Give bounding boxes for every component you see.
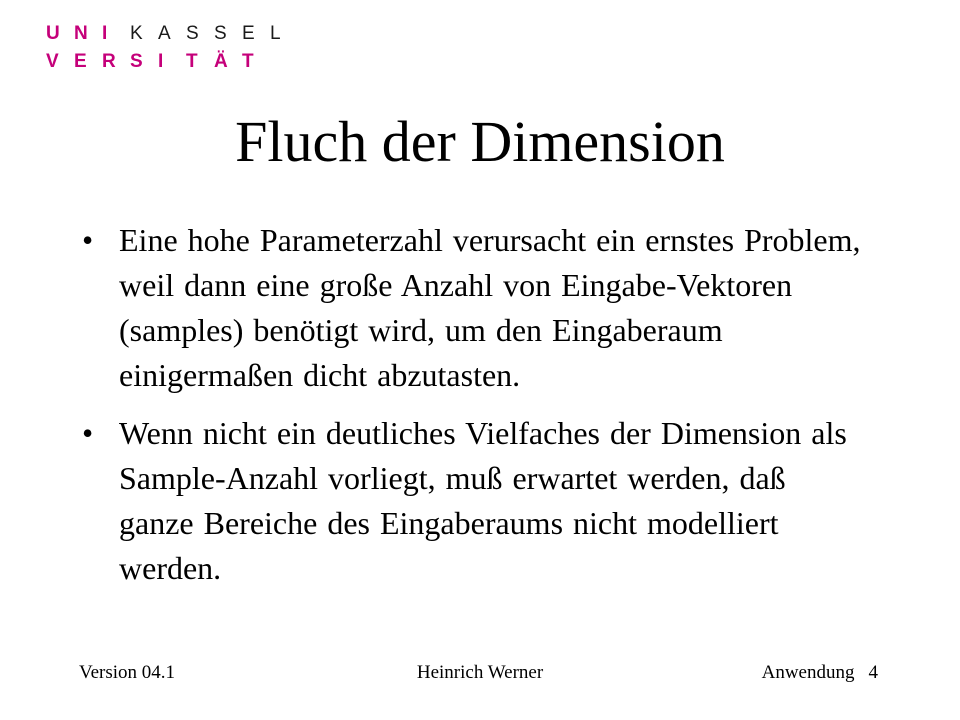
logo-letter: A (158, 23, 171, 44)
logo-row-bottom (46, 52, 270, 72)
logo-letter: S (130, 51, 143, 72)
logo-letter: K (130, 23, 143, 44)
logo-letter: S (186, 23, 199, 44)
logo-letter: Ä (214, 51, 228, 72)
bullet-list (78, 218, 868, 591)
footer-section-label: Anwendung (761, 662, 855, 683)
footer-section (762, 662, 878, 684)
bullet-item (78, 218, 868, 398)
logo-letter: V (46, 51, 59, 72)
bullet-icon: • (82, 415, 94, 451)
page-number: 4 (868, 662, 878, 683)
university-logo (46, 24, 286, 76)
footer-version: Version 04.1 (79, 662, 176, 683)
bullet-item (78, 411, 868, 591)
logo-letter: E (242, 23, 255, 44)
logo-letter: E (74, 51, 87, 72)
logo-letter: L (270, 23, 281, 44)
logo-letter: I (102, 23, 108, 44)
bullet-icon: • (82, 222, 94, 258)
slide-title: Fluch der Dimension (235, 109, 725, 174)
logo-letter: N (74, 23, 88, 44)
footer-author: Heinrich Werner (416, 662, 544, 683)
logo-letter: I (158, 51, 164, 72)
logo-letter: T (186, 51, 198, 72)
logo-letter: U (46, 23, 60, 44)
logo-letter: S (214, 23, 227, 44)
logo-letter: T (242, 51, 254, 72)
bullet-text: Eine hohe Parameterzahl verursacht ein ernstes Problem, weil dann eine große Anzahl von Eingabe-Vektoren (samples) benötigt wird, um den Eingaberaum einigermaßen dicht abzutasten. (119, 222, 861, 393)
bullet-text: Wenn nicht ein deutliches Vielfaches der Dimension als Sample-Anzahl vorliegt, muß erwartet werden, daß ganze Bereiche des Eingaberaums nicht modelliert werden. (119, 415, 847, 586)
logo-letter: R (102, 51, 116, 72)
logo-row-top (46, 24, 298, 44)
